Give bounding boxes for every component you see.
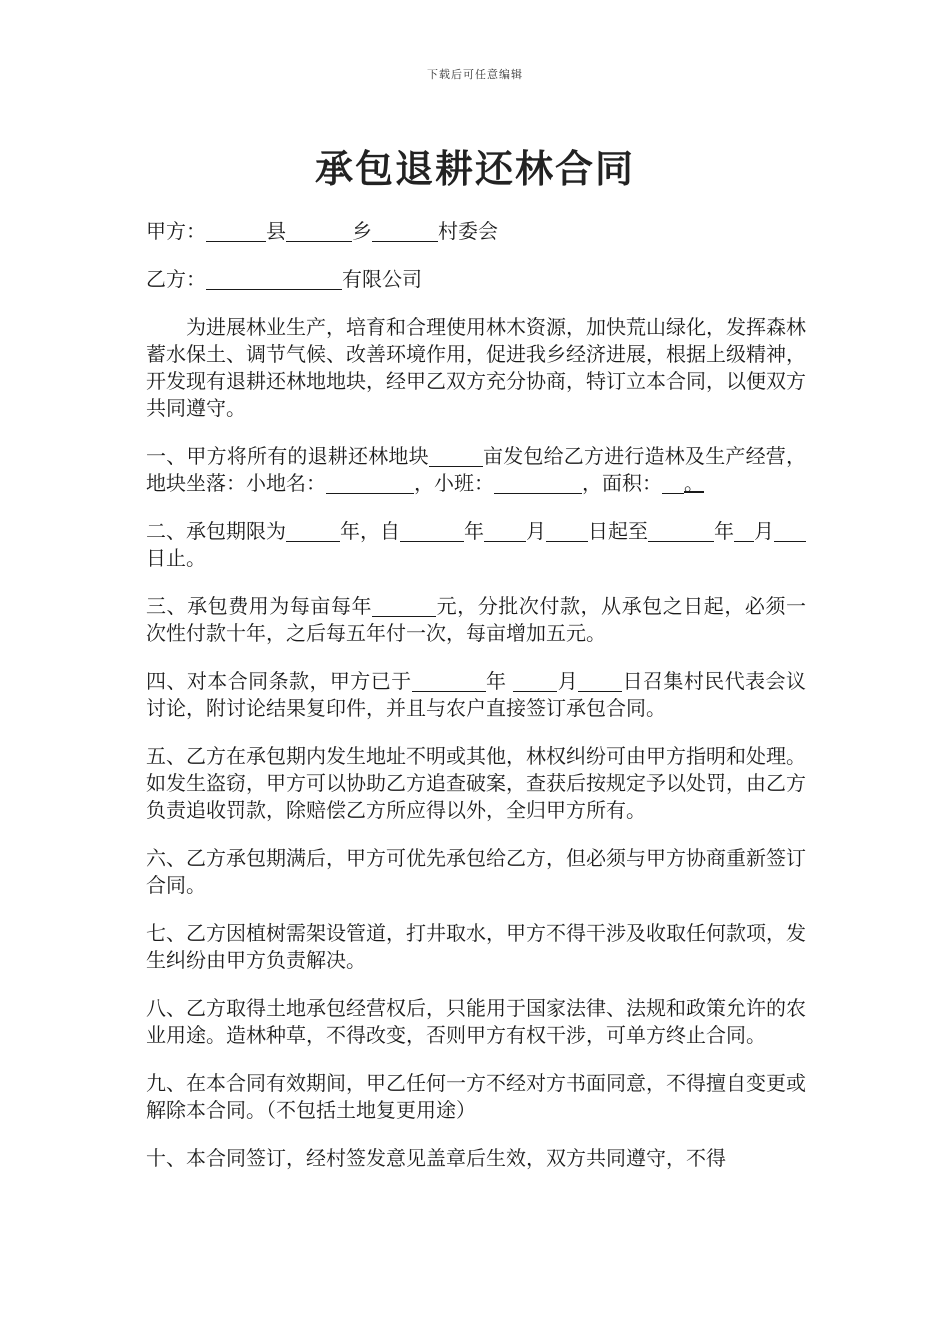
clause-8: 八、乙方取得土地承包经营权后，只能用于国家法律、法规和政策允许的农业用途。造林种草，不得改变，否则甲方有权干涉，可单方终止合同。: [146, 996, 806, 1047]
clause-2-text-c: 年: [464, 519, 484, 543]
intro-paragraph: 为进展林业生产，培育和合理使用林木资源，加快荒山绿化，发挥森林蓄水保土、调节气候、改善环境作用，促进我乡经济进展，根据上级精神，开发现有退耕还林地地块，经甲乙双方充分协商，特订立本合同，以便双方共同遵守。: [146, 315, 806, 420]
company-text: 有限公司: [342, 267, 422, 291]
clause-7: 七、乙方因植树需架设管道，打井取水，甲方不得干涉及收取任何款项，发生纠纷由甲方负责解决。: [146, 921, 806, 972]
county-blank: [206, 220, 266, 242]
clause-2-text-h: 日止。: [146, 546, 206, 570]
clause-1-text-a: 一、甲方将所有的退耕还林地块: [146, 444, 429, 468]
county-text: 县: [266, 219, 286, 243]
party-a-label: 甲方：: [146, 219, 206, 243]
contract-body: [146, 218, 806, 1193]
term-years-blank: [286, 520, 340, 542]
party-a-line: [146, 218, 806, 245]
start-month-blank: [484, 520, 526, 542]
party-b-label: 乙方：: [146, 267, 206, 291]
clause-9: 九、在本合同有效期间，甲乙任何一方不经对方书面同意，不得擅自变更或解除本合同。（不包括土地复更用途）: [146, 1071, 806, 1122]
end-day-blank: [774, 520, 806, 542]
clause-4-text-a: 四、对本合同条款，甲方已于: [146, 669, 412, 693]
clause-4-text-b: 年: [485, 669, 514, 693]
end-month-blank-a: [734, 520, 754, 542]
clause-1-text-c: ，小班：: [414, 471, 494, 495]
area-blank: [662, 472, 684, 494]
clause-1-text-b: 亩发包给乙方进行造林及生产经营，地块坐落：小地名：: [146, 444, 807, 495]
contract-title: 承包退耕还林合同: [314, 146, 635, 191]
start-year-blank: [400, 520, 464, 542]
clause-2-text-g: 月: [754, 519, 774, 543]
clause-2-text-f: 年: [714, 519, 734, 543]
clause-3-text-b: 元，分批次付款，从承包之日起，必须一次性付款十年，之后每五年付一次，每亩增加五元。: [146, 594, 807, 645]
meeting-year-blank: [412, 670, 486, 692]
area-mu-blank: [429, 445, 483, 467]
meeting-month-blank: [513, 670, 557, 692]
clause-4-text-d: 日召集村民代表会议讨论，附讨论结果复印件，并且与农户直接签订承包合同。: [146, 669, 807, 720]
party-b-line: [146, 266, 806, 293]
company-blank: [206, 268, 342, 290]
clause-3-text-a: 三、承包费用为每亩每年: [146, 594, 373, 618]
clause-2-text-a: 二、承包期限为: [146, 519, 286, 543]
clause-3: [146, 593, 806, 647]
header-note: 下载后可任意编辑: [427, 68, 523, 81]
clause-2-text-e: 日起至: [588, 519, 648, 543]
clause-2-text-d: 月: [526, 519, 546, 543]
clause-1-text-d: ，面积：: [582, 471, 662, 495]
end-year-blank: [648, 520, 714, 542]
clause-5: 五、乙方在承包期内发生地址不明或其他，林权纠纷可由甲方指明和处理。如发生盗窃，甲方可以协助乙方追查破案，查获后按规定予以处罚，由乙方负责追收罚款，除赔偿乙方所应得以外，全归甲方所有。: [146, 744, 806, 822]
clause-10: 十、本合同签订，经村签发意见盖章后生效，双方共同遵守，不得: [146, 1146, 726, 1170]
clause-4-text-c: 月: [557, 669, 579, 693]
village-text: 村委会: [438, 219, 498, 243]
clause-1-text-e: 。: [684, 471, 704, 495]
clause-4: [146, 668, 806, 722]
place-name-blank: [326, 472, 414, 494]
subcompartment-blank: [494, 472, 582, 494]
township-blank: [286, 220, 352, 242]
clause-2-text-b: 年，自: [340, 519, 400, 543]
village-blank: [372, 220, 438, 242]
clause-1: [146, 443, 806, 497]
clause-2: [146, 518, 806, 572]
fee-blank: [372, 595, 436, 617]
township-text: 乡: [352, 219, 372, 243]
start-day-blank: [546, 520, 588, 542]
meeting-day-blank: [578, 670, 622, 692]
clause-6: 六、乙方承包期满后，甲方可优先承包给乙方，但必须与甲方协商重新签订合同。: [146, 846, 806, 897]
